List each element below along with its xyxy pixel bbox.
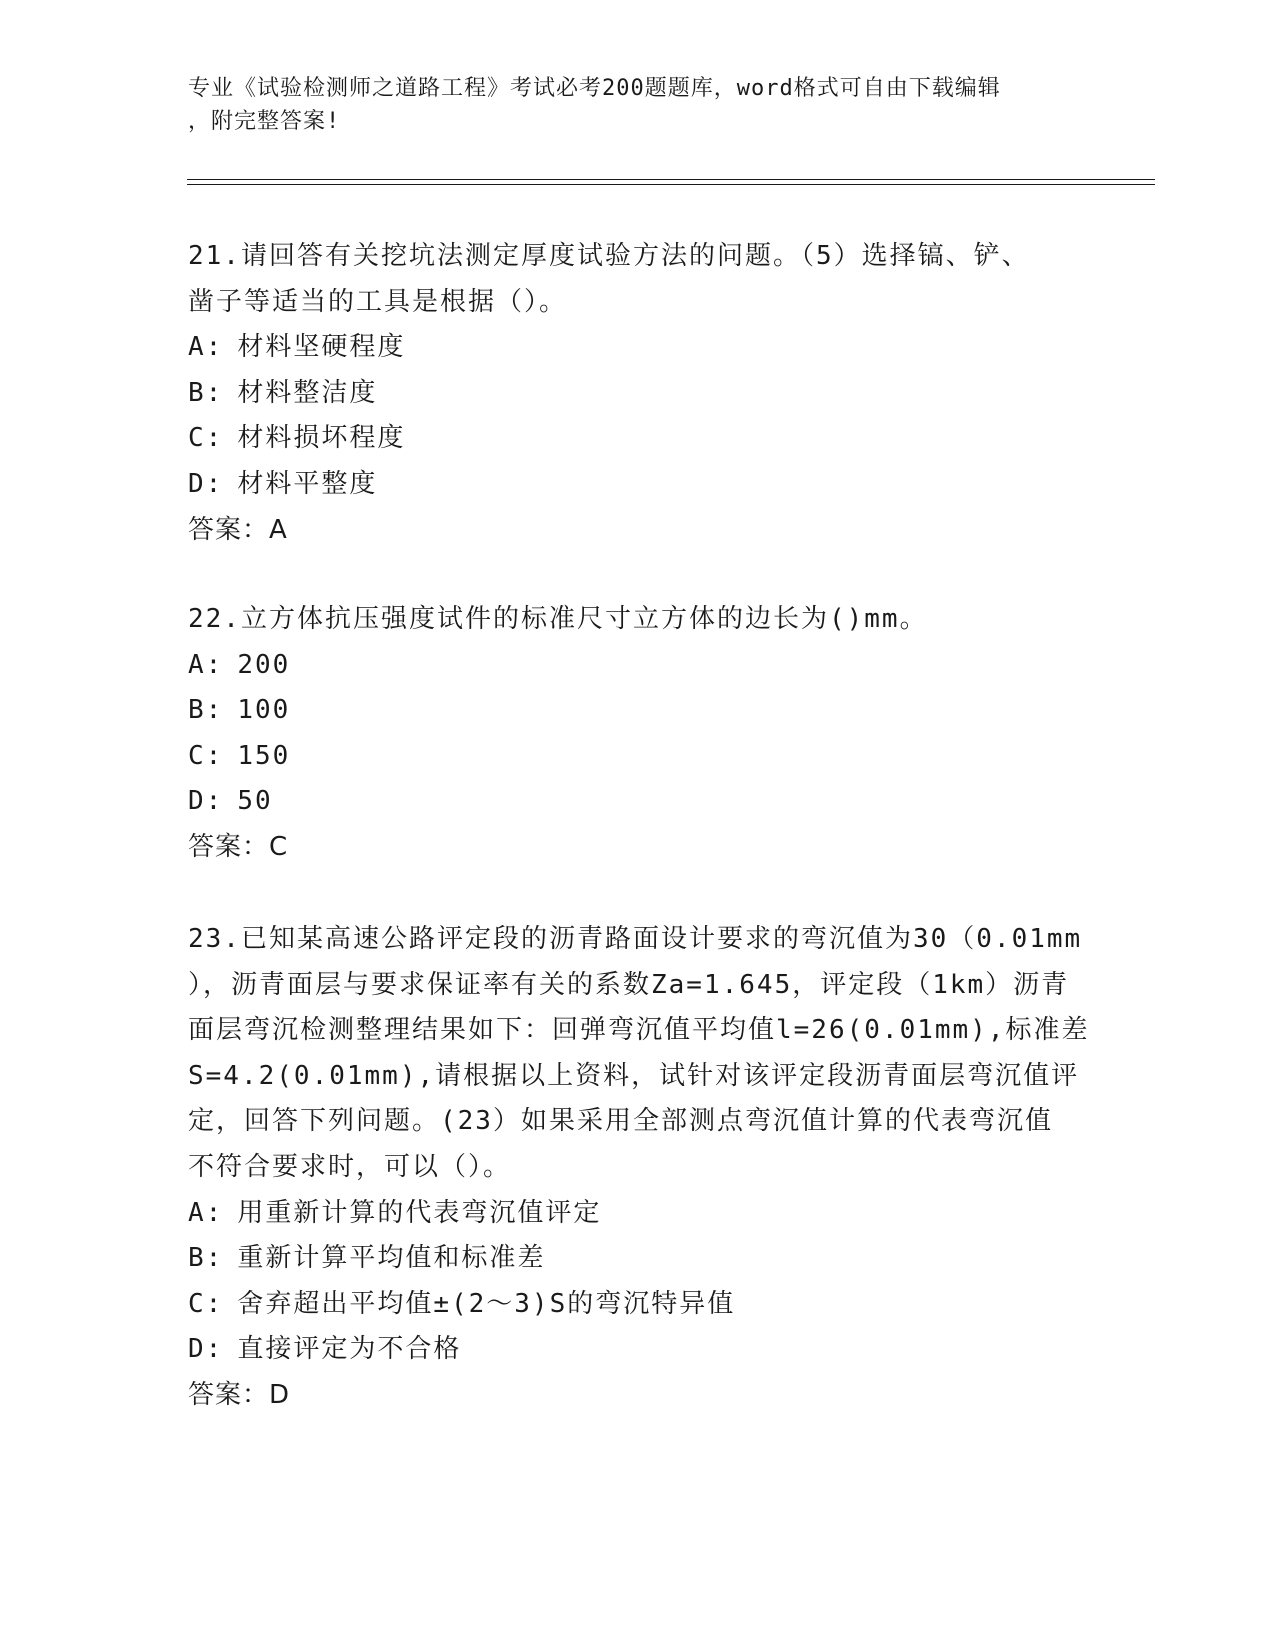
question-text: 21.请回答有关挖坑法测定厚度试验方法的问题。（5）选择镐、铲、 [188,241,1030,271]
header-divider [187,179,1155,180]
option-letter: C: [188,423,224,454]
question-text: 23.已知某高速公路评定段的沥青路面设计要求的弯沉值为30（0.01mm [188,924,1083,954]
option-text: 用重新计算的代表弯沉值评定 [237,1197,602,1228]
option-b [188,371,1088,417]
header-line: 专业《试验检测师之道路工程》考试必考200题题库，word格式可自由下载编辑 [188,76,1001,101]
option-letter: B: [188,377,224,408]
question-22 [188,597,1088,871]
option-text: 材料平整度 [237,468,378,499]
question-text: 不符合要求时，可以（）。 [188,1151,512,1182]
header-divider [187,184,1155,185]
option-letter: A: [188,332,224,363]
question-text: 22.立方体抗压强度试件的标准尺寸立方体的边长为()mm。 [188,604,928,634]
option-text: 50 [237,786,273,817]
option-letter: B: [188,695,224,726]
option-text: 舍弃超出平均值±(2～3)S的弯沉特异值 [237,1288,736,1319]
option-letter: C: [188,1288,224,1319]
option-text: 材料损坏程度 [237,423,406,454]
option-d [188,462,1088,508]
option-letter: D: [188,1334,224,1365]
answer: 答案：C [188,831,289,862]
option-a [188,1191,1088,1237]
document-header [188,72,1088,138]
option-letter: D: [188,468,224,499]
option-c [188,1282,1088,1328]
option-c [188,416,1088,462]
option-d [188,1327,1088,1373]
question-21 [188,234,1088,553]
option-a [188,325,1088,371]
answer: 答案：D [188,1379,291,1410]
option-c [188,734,1088,780]
option-text: 100 [237,695,291,726]
option-b [188,688,1088,734]
question-text: 凿子等适当的工具是根据（）。 [188,286,568,317]
option-letter: D: [188,786,224,817]
answer: 答案：A [188,514,288,545]
option-text: 200 [237,649,291,680]
option-text: 材料整洁度 [237,377,378,408]
question-text: 定，回答下列问题。(23）如果采用全部测点弯沉值计算的代表弯沉值 [188,1106,1053,1137]
option-letter: A: [188,649,224,680]
header-line: ，附完整答案! [188,109,341,134]
option-d [188,779,1088,825]
question-23 [188,917,1088,1419]
option-text: 150 [237,740,291,771]
question-text: S=4.2(0.01mm),请根据以上资料，试针对该评定段沥青面层弯沉值评 [188,1060,1080,1091]
question-text: 面层弯沉检测整理结果如下：回弹弯沉值平均值l=26(0.01mm),标准差 [188,1015,1090,1046]
option-text: 材料坚硬程度 [237,332,406,363]
option-text: 重新计算平均值和标准差 [237,1243,546,1274]
option-b [188,1236,1088,1282]
option-text: 直接评定为不合格 [237,1334,462,1365]
option-letter: C: [188,740,224,771]
question-text: ），沥青面层与要求保证率有关的系数Za=1.645，评定段（1km）沥青 [188,969,1070,1000]
option-letter: B: [188,1243,224,1274]
option-a [188,643,1088,689]
option-letter: A: [188,1197,224,1228]
